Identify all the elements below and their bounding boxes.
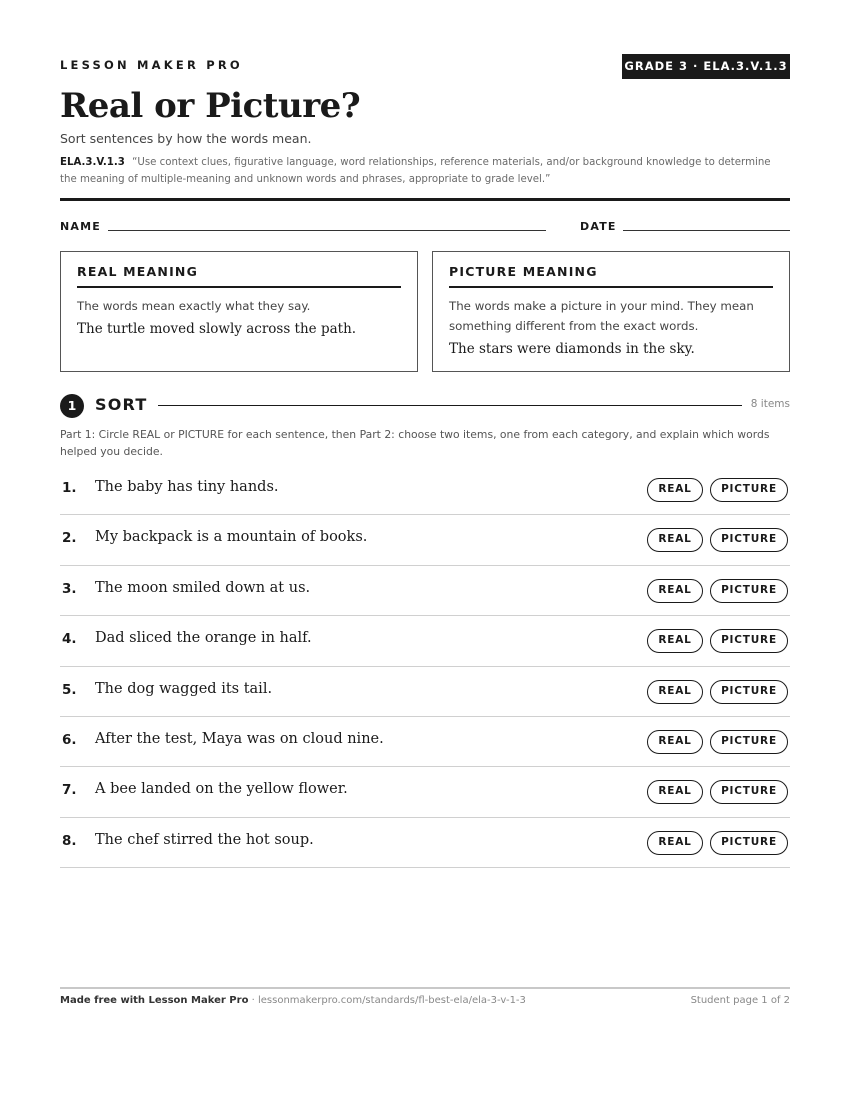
real-meaning-example: The turtle moved slowly across the path. xyxy=(77,321,357,337)
footer-url[interactable]: · lessonmakerpro.com/standards/fl-best-ela/ela-3-v-1-3 xyxy=(248,995,526,1006)
picture-choice-button[interactable]: PICTURE xyxy=(710,579,788,603)
section-number-badge: 1 xyxy=(60,394,84,418)
footer-made-with: Made free with Lesson Maker Pro xyxy=(60,995,249,1006)
item-count: 8 items xyxy=(750,398,790,410)
list-item xyxy=(60,566,790,616)
real-choice-button[interactable]: REAL xyxy=(647,831,703,855)
real-meaning-box xyxy=(60,251,418,372)
item-number: 3. xyxy=(62,580,77,597)
item-sentence: My backpack is a mountain of books. xyxy=(95,529,368,546)
item-number: 6. xyxy=(62,731,77,748)
picture-choice-button[interactable]: PICTURE xyxy=(710,730,788,754)
picture-meaning-box xyxy=(432,251,790,372)
page-title: Real or Picture? xyxy=(60,86,361,126)
standard-description xyxy=(60,155,790,188)
list-item xyxy=(60,818,790,868)
item-number: 4. xyxy=(62,631,77,648)
page-subtitle: Sort sentences by how the words mean. xyxy=(60,131,312,146)
item-sentence: The chef stirred the hot soup. xyxy=(95,831,314,848)
real-meaning-description: The words mean exactly what they say. xyxy=(77,299,311,313)
picture-meaning-description: The words make a picture in your mind. They mean something different from the exact words. xyxy=(449,299,754,333)
list-item xyxy=(60,616,790,666)
real-choice-button[interactable]: REAL xyxy=(647,780,703,804)
picture-meaning-example: The stars were diamonds in the sky. xyxy=(449,341,695,357)
footer-divider xyxy=(60,987,790,989)
picture-meaning-title: PICTURE MEANING xyxy=(449,264,773,288)
real-choice-button[interactable]: REAL xyxy=(647,579,703,603)
footer-page-number: Student page 1 of 2 xyxy=(690,995,790,1006)
picture-choice-button[interactable]: PICTURE xyxy=(710,478,788,502)
list-item xyxy=(60,767,790,817)
item-number: 1. xyxy=(62,480,77,496)
footer-credit xyxy=(60,995,526,1006)
list-item xyxy=(60,465,790,515)
item-number: 5. xyxy=(62,681,77,698)
item-sentence: The dog wagged its tail. xyxy=(95,680,273,697)
item-sentence: Dad sliced the orange in half. xyxy=(95,630,312,647)
real-choice-button[interactable]: REAL xyxy=(647,629,703,653)
picture-choice-button[interactable]: PICTURE xyxy=(710,831,788,855)
list-item xyxy=(60,667,790,717)
real-meaning-title: REAL MEANING xyxy=(77,264,401,288)
standard-text: “Use context clues, figurative language, word relationships, reference materials, and/or background knowledge to determine the meaning of multiple-meaning and unknown words and phrases, appropriate to grade level.” xyxy=(60,157,771,185)
item-sentence: A bee landed on the yellow flower. xyxy=(95,781,348,798)
real-choice-button[interactable]: REAL xyxy=(647,730,703,754)
header-divider xyxy=(60,198,790,201)
item-number: 7. xyxy=(62,782,77,799)
standard-code: ELA.3.V.1.3 xyxy=(60,157,125,168)
name-field[interactable] xyxy=(108,230,546,231)
sort-items-list xyxy=(60,465,790,868)
item-sentence: The baby has tiny hands. xyxy=(95,479,279,495)
item-sentence: The moon smiled down at us. xyxy=(95,579,311,596)
item-number: 8. xyxy=(62,832,77,849)
section-instructions: Part 1: Circle REAL or PICTURE for each sentence, then Part 2: choose two items, one from each category, and explain which words helped you decide. xyxy=(60,428,770,458)
picture-choice-button[interactable]: PICTURE xyxy=(710,629,788,653)
worksheet-page xyxy=(60,0,790,1100)
item-sentence: After the test, Maya was on cloud nine. xyxy=(95,730,384,747)
real-choice-button[interactable]: REAL xyxy=(647,528,703,552)
real-choice-button[interactable]: REAL xyxy=(647,680,703,704)
picture-choice-button[interactable]: PICTURE xyxy=(710,528,788,552)
grade-badge: GRADE 3 · ELA.3.V.1.3 xyxy=(622,54,790,79)
item-number: 2. xyxy=(62,530,77,547)
picture-choice-button[interactable]: PICTURE xyxy=(710,680,788,704)
brand-name: LESSON MAKER PRO xyxy=(60,58,243,72)
section-title: SORT xyxy=(95,395,148,414)
section-divider xyxy=(158,405,742,406)
real-choice-button[interactable]: REAL xyxy=(647,478,703,502)
date-field[interactable] xyxy=(623,230,790,231)
list-item xyxy=(60,515,790,565)
name-label: NAME xyxy=(60,220,101,233)
picture-choice-button[interactable]: PICTURE xyxy=(710,780,788,804)
date-label: DATE xyxy=(580,220,617,233)
list-item xyxy=(60,717,790,767)
